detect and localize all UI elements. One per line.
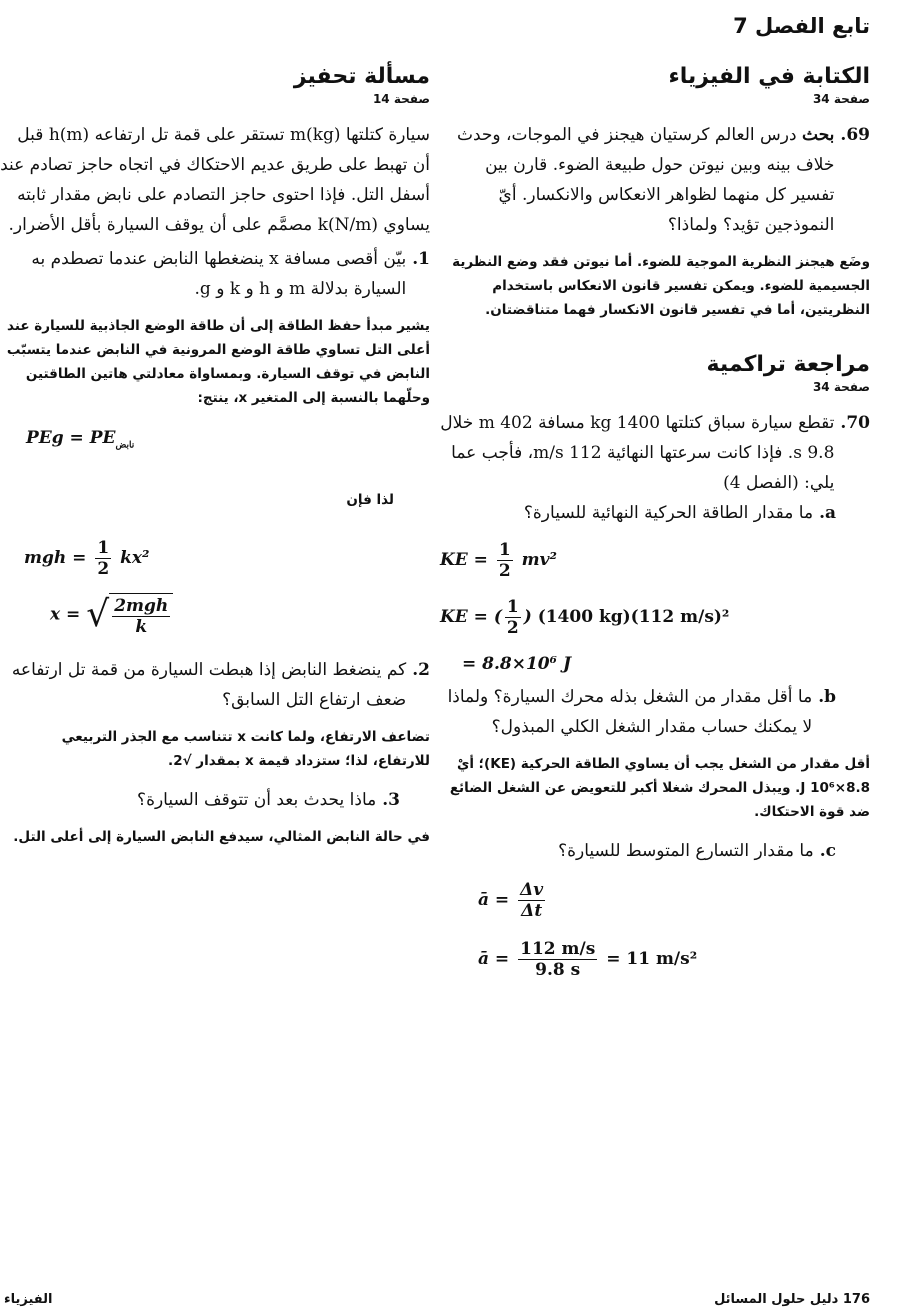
subquestion-text: ما أقل مقدار من الشغل بذله محرك السيارة؟ ولماذا لا يمكنك حساب مقدار الشغل الكلي المبذول؟	[447, 687, 813, 737]
footer-page-label: 176 دليل حلول المسائل	[714, 1292, 870, 1307]
footer-subject: الفيزياء	[4, 1292, 53, 1307]
challenge-question-1	[0, 244, 430, 304]
subquestion-label: a.	[819, 503, 836, 523]
question-body: درس العالم كرستيان هيجنز في الموجات، وحدث خلاف بينه وبين نيوتن حول طبيعة الضوء. قارن بين تفسير كل منهما لظواهر الانعكاس والانكسار. أيّ النموذجين تؤيد؟ ولماذا؟	[457, 125, 835, 235]
eq-rhs: kx²	[120, 548, 150, 569]
question-text: ماذا يحدث بعد أن تتوقف السيارة؟	[137, 790, 377, 811]
subquestion-b	[440, 682, 836, 742]
challenge-answer-3: في حالة النابض المثالي، سيدفع النابض السيارة إلى أعلى التل.	[13, 829, 430, 846]
eq-lhs: mgh =	[24, 548, 87, 569]
question-number: 3.	[382, 790, 400, 811]
challenge-question-2	[0, 655, 430, 715]
eq-den: 2	[97, 559, 110, 580]
subquestion-c	[440, 836, 836, 866]
eq-lhs: PEg = PE	[26, 428, 116, 448]
section-title-writing: الكتابة في الفيزياء	[668, 64, 870, 89]
section-title-review: مراجعة تراكمية	[706, 352, 870, 377]
eq-den: 2	[498, 561, 511, 581]
answer-b: أقل مقدار من الشغل يجب أن يساوي الطاقة الحركية (KE)؛ أيْ 8.8×10⁶ J. ويبذل المحرك شغلا أكبر للتعويض عن الشغل الضائع ضد قوة الاحتكاك.	[449, 756, 870, 820]
question-69	[440, 120, 870, 240]
section-page-ref: صفحة 34	[812, 92, 870, 106]
eq-num: 1	[498, 540, 511, 560]
eq-num: 1	[97, 538, 110, 559]
eq-num: 112 m/s	[520, 939, 596, 959]
challenge-answer-1: يشير مبدأ حفظ الطاقة إلى أن طاقة الوضع الجاذبية للسيارة عند أعلى التل تساوي طاقة الوضع المرونية في النابض عندما يتسبّب النابض في توقف السيارة. وبمساواة معادلتي هاتين الطاقتين وحلّهما بالنسبة إلى المتغير x، ينتج:	[6, 318, 430, 406]
eq-lhs: KE =	[440, 607, 488, 627]
eq-den: 2	[506, 618, 519, 638]
question-number: 70.	[840, 413, 870, 433]
eq-num: 2mgh	[114, 596, 169, 617]
eq-lhs: KE =	[440, 550, 488, 570]
subquestion-a	[440, 498, 836, 528]
chapter-header: تابع الفصل 7	[733, 14, 870, 38]
question-text: كم ينضغط النابض إذا هبطت السيارة من قمة تل ارتفاعه ضعف ارتفاع التل السابق؟	[11, 660, 407, 711]
challenge-question-3	[0, 785, 400, 815]
eq-rhs: = 11 m/s²	[606, 949, 698, 969]
equation-ke-2: KE = ( $\frac{1}{2}$ ) (1400 kg)(112 m/s)²	[440, 597, 730, 638]
eq-lhs: x =	[50, 604, 81, 625]
eq-lhs: ā =	[478, 890, 510, 910]
subquestion-label: c.	[819, 841, 836, 861]
answer-69: وضَع هيجنز النظرية الموجية للضوء. أما نيوتن فقد وضع النظرية الجسيمية للضوء. ويمكن تفسير قانون الانعكاس باستخدام النظريتين، أما في تفسير قانون الانكسار فهما متناقضتان.	[452, 254, 870, 318]
subquestion-text: ما مقدار الطاقة الحركية النهائية للسيارة؟	[523, 503, 814, 523]
right-column	[440, 62, 870, 980]
challenge-answer-2: تضاعف الارتفاع، ولما كانت x تتناسب مع الجذر التربيعي للارتفاع، لذا؛ ستزداد قيمة x بمقدار √2.	[61, 729, 430, 770]
equation-accel-2	[440, 939, 870, 980]
subquestion-label: b.	[818, 687, 836, 707]
question-70	[440, 408, 870, 498]
eq-num: 1	[506, 597, 519, 617]
challenge-intro: سيارة كتلتها m(kg) تستقر على قمة تل ارتفاعه h(m) قبل أن تهبط على طريق عديم الاحتكاك في اتجاه حاجز تصادم عند أسفل التل. فإذا احتوى حاجز التصادم على نابض مقدار ثابته يساوي k(N/m) مصمَّم على أن يوقف السيارة بأقل الأضرار.	[0, 125, 430, 235]
equation-ke-3: = 8.8×10⁶ J	[462, 654, 572, 674]
question-text: تقطع سيارة سباق كتلتها 1400 kg مسافة 402 m خلال 9.8 s. فإذا كانت سرعتها النهائية 112 m/s، فأجب عما يلي: (الفصل 4)	[440, 413, 835, 493]
eq-den: k	[135, 617, 148, 638]
sqrt-symbol: √ $\frac{\text{2mgh}}{k}$	[86, 593, 173, 637]
eq-subscript: نابض	[115, 440, 135, 451]
equation-accel-1	[440, 880, 870, 921]
eq-lhs: ā =	[478, 949, 510, 969]
question-number: 69.	[840, 125, 870, 145]
equation-mgh	[24, 538, 430, 579]
question-text: بيّن أقصى مسافة x ينضغطها النابض عندما تصطدم به السيارة بدلالة m و h و k و g.	[31, 249, 407, 299]
question-number: 2.	[412, 660, 430, 681]
eq-num: Δv	[520, 880, 544, 900]
therefore-label: لذا فإن	[346, 492, 394, 509]
equation-x	[50, 593, 430, 637]
equation-pe	[26, 428, 430, 450]
question-text	[440, 120, 834, 240]
eq-rhs: mv²	[521, 550, 557, 570]
section-page-ref: صفحة 14	[372, 92, 430, 106]
question-lead: بحث	[802, 125, 835, 145]
section-page-ref: صفحة 34	[812, 380, 870, 394]
eq-den: 9.8 s	[535, 960, 581, 980]
question-number: 1.	[412, 249, 430, 269]
eq-den: Δt	[521, 901, 543, 921]
subquestion-text: ما مقدار التسارع المتوسط للسيارة؟	[558, 841, 814, 861]
section-title-challenge: مسألة تحفيز	[293, 64, 430, 89]
left-column	[0, 62, 430, 861]
eq-rhs: (1400 kg)(112 m/s)²	[537, 607, 730, 627]
equation-ke-1	[440, 540, 860, 581]
